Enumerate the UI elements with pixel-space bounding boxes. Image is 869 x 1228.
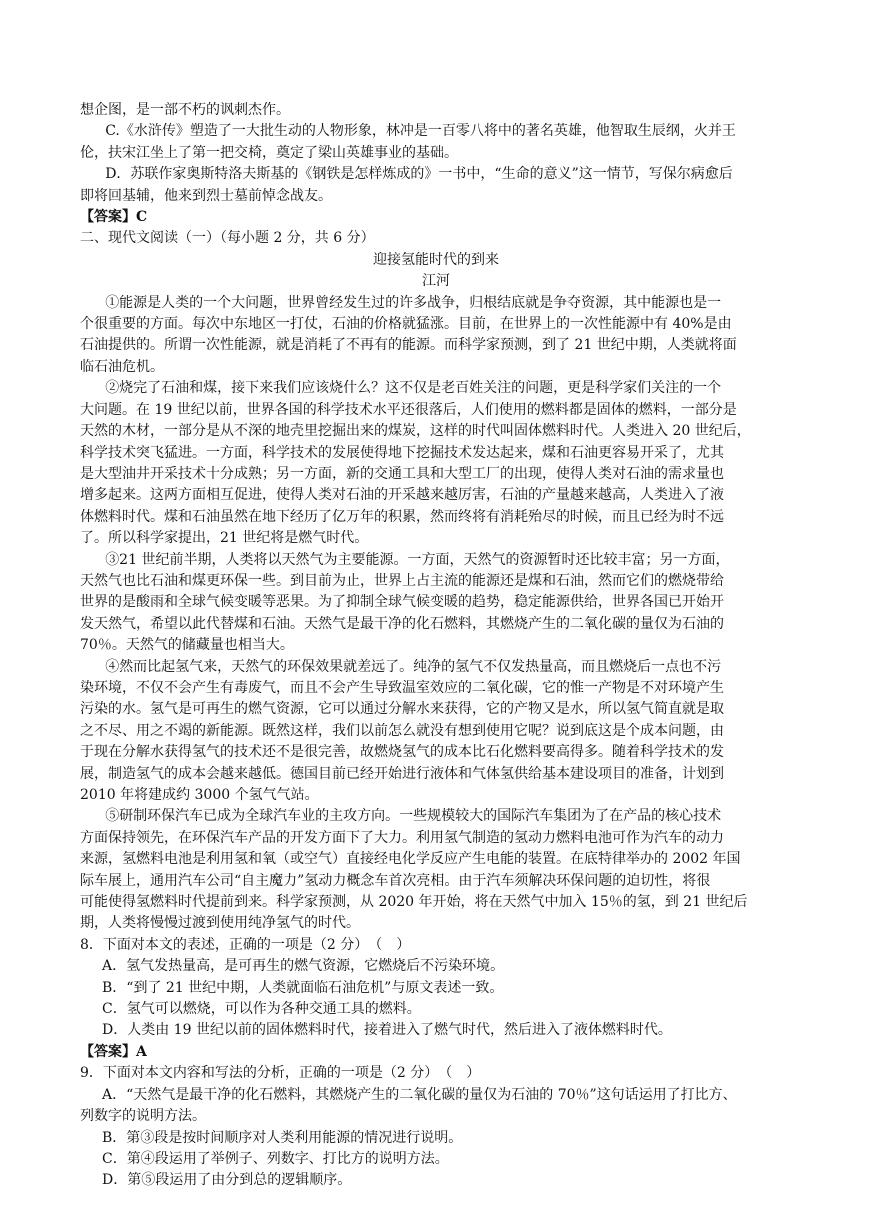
option-line: C．第④段运用了举例子、列数字、打比方的说明方法。 bbox=[102, 1150, 449, 1167]
text-line: ②烧完了石油和煤，接下来我们应该烧什么？这不仅是老百姓关注的问题，更是科学家们关注的一个 bbox=[105, 380, 722, 397]
text-line: 染环境，不仅不会产生有毒废气，而且不会产生导致温室效应的二氧化碳，它的惟一产物是不对环境产生 bbox=[80, 679, 724, 696]
article-title: 迎接氢能时代的到来 bbox=[373, 251, 499, 268]
article-author: 江河 bbox=[422, 273, 450, 290]
option-line: A．氢气发热量高，是可再生的燃气资源，它燃烧后不污染环境。 bbox=[102, 958, 505, 975]
text-line: 是大型油井开采技术十分成熟；另一方面，新的交通工具和大型工厂的出现，使得人类对石油的需求量也 bbox=[80, 465, 724, 482]
text-line: 世界的是酸雨和全球气候变暖等恶果。为了抑制全球气候变暖的趋势，稳定能源供给，世界各国已开始开 bbox=[80, 594, 724, 611]
text-line: ⑤研制环保汽车已成为全球汽车业的主攻方向。一些规模较大的国际汽车集团为了在产品的核心技术 bbox=[105, 808, 722, 825]
text-line: 8．下面对本文的表述，正确的一项是（2 分） （ ） bbox=[80, 936, 411, 953]
text-line: 9．下面对本文内容和写法的分析，正确的一项是（2 分） （ ） bbox=[80, 1065, 481, 1082]
text-line: 方面保持领先，在环保汽车产品的开发方面下了大力。利用氢气制造的氢动力燃料电池可作为汽车的动力 bbox=[80, 829, 724, 846]
text-line: D．苏联作家奥斯特洛夫斯基的《钢铁是怎样炼成的》一书中，“生命的意义”这一情节，写保尔病愈后 bbox=[105, 166, 733, 183]
text-line: 污染的水。氢气是可再生的燃气资源，它可以通过分解水来获得，它的产物又是水，所以氢气简直就是取 bbox=[80, 701, 724, 718]
text-line: C.《水浒传》塑造了一大批生动的人物形象，林冲是一百零八将中的著名英雄，他智取生辰纲，火并王 bbox=[105, 123, 736, 140]
text-line: 期，人类将慢慢过渡到使用纯净氢气的时代。 bbox=[80, 915, 360, 932]
text-line: 体燃料时代。煤和石油虽然在地下经历了亿万年的积累，然而终将有消耗殆尽的时候，而且已经为时不远 bbox=[80, 508, 724, 525]
text-line: 伦，扶宋江坐上了第一把交椅，奠定了梁山英雄事业的基础。 bbox=[80, 144, 458, 161]
text-line: 70％。天然气的储藏量也相当大。 bbox=[80, 637, 294, 654]
text-line: 增多起来。这两方面相互促进，使得人类对石油的开采越来越厉害，石油的产量越来越高，人类进入了液 bbox=[80, 487, 724, 504]
text-line: 个很重要的方面。每次中东地区一打仗，石油的价格就猛涨。目前，在世界上的一次性能源中有 40%是由 bbox=[80, 316, 732, 333]
text-line: 大问题。在 19 世纪以前，世界各国的科学技术水平还很落后，人们使用的燃料都是固体的燃料，一部分是 bbox=[80, 401, 737, 418]
text-line: 了。所以科学家提出，21 世纪将是燃气时代。 bbox=[80, 530, 369, 547]
text-line: 天然的木材，一部分是从不深的地壳里挖掘出来的煤炭，这样的时代叫固体燃料时代。人类进入 20 世纪后， bbox=[80, 423, 751, 440]
option-line: A．“天然气是最干净的化石燃料，其燃烧产生的二氧化碳的量仅为石油的 70％”这句话运用了打比方、 bbox=[102, 1086, 737, 1103]
text-line: 石油提供的。所谓一次性能源，就是消耗了不再有的能源。而科学家预测，到了 21 世纪中期，人类就将面 bbox=[80, 337, 737, 354]
text-line: ③21 世纪前半期，人类将以天然气为主要能源。一方面，天然气的资源暂时还比较丰富；另一方面， bbox=[105, 551, 730, 568]
text-line: 二、现代文阅读（一）（每小题 2 分，共 6 分） bbox=[80, 230, 375, 247]
text-line: 列数字的说明方法。 bbox=[80, 1108, 206, 1125]
text-line: 即将回基辅，他来到烈士墓前悼念战友。 bbox=[80, 187, 332, 204]
text-line: 想企图，是一部不朽的讽刺杰作。 bbox=[80, 102, 290, 118]
text-line: 于现在分解水获得氢气的技术还不是很完善，故燃烧氢气的成本比石化燃料要高得多。随着科学技术的发 bbox=[80, 744, 724, 761]
option-line: B．第③段是按时间顺序对人类利用能源的情况进行说明。 bbox=[102, 1129, 463, 1146]
text-line: 发天然气，希望以此代替煤和石油。天然气是最干净的化石燃料，其燃烧产生的二氧化碳的量仅为石油的 bbox=[80, 615, 724, 632]
option-line: B．“到了 21 世纪中期，人类就面临石油危机”与原文表述一致。 bbox=[102, 979, 504, 996]
text-line: 可能使得氢燃料时代提前到来。科学家预测，从 2020 年开始，将在天然气中加入 15％的氢，到 21 世纪后 bbox=[80, 894, 748, 911]
option-line: D．人类由 19 世纪以前的固体燃料时代，接着进入了燃气时代，然后进入了液体燃料时代。 bbox=[102, 1022, 672, 1039]
text-line: ④然而比起氢气来，天然气的环保效果就差远了。纯净的氢气不仅发热量高，而且燃烧后一点也不污 bbox=[105, 658, 722, 675]
text-line: ①能源是人类的一个大问题，世界曾经发生过的许多战争，归根结底就是争夺资源，其中能源也是一 bbox=[105, 294, 722, 311]
text-line: 天然气也比石油和煤更环保一些。到目前为止，世界上占主流的能源还是煤和石油，然而它们的燃烧带给 bbox=[80, 572, 724, 589]
text-line: 际车展上，通用汽车公司“自主魔力”氢动力概念车首次亮相。由于汽车须解决环保问题的迫切性，将很 bbox=[80, 872, 711, 889]
document-body bbox=[80, 100, 792, 1192]
text-line: 之不尽、用之不竭的新能源。既然这样，我们以前怎么就没有想到使用它呢？说到底这是个成本问题，由 bbox=[80, 722, 724, 739]
option-line: D．第⑤段运用了由分到总的逻辑顺序。 bbox=[102, 1172, 352, 1189]
text-line: 临石油危机。 bbox=[80, 358, 164, 375]
option-line: C．氢气可以燃烧，可以作为各种交通工具的燃料。 bbox=[102, 1001, 421, 1018]
answer-line: 【答案】A bbox=[80, 1043, 147, 1060]
text-line: 展，制造氢气的成本会越来越低。德国目前已经开始进行液体和气体氢供给基本建设项目的准备，计划到 bbox=[80, 765, 724, 782]
text-line: 来源，氢燃料电池是利用氢和氧（或空气）直接经电化学反应产生电能的装置。在底特律举办的 2002 年国 bbox=[80, 851, 741, 868]
text-line: 2010 年将建成约 3000 个氢气气站。 bbox=[80, 787, 319, 803]
text-line: 科学技术突飞猛进。一方面，科学技术的发展使得地下挖掘技术发达起来，煤和石油更容易开采了，尤其 bbox=[80, 444, 724, 461]
answer-line: 【答案】C bbox=[80, 209, 148, 226]
